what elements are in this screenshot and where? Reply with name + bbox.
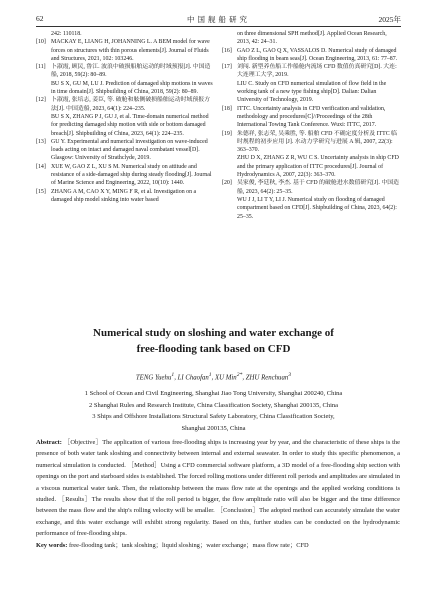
conclusion-label: ［Conclusion］ (216, 507, 260, 515)
reference-text: BU S X, ZHANG P J, GU J, et al. Time-domain numerical method for predicting damaged ship motion with side or bottom damaged breach[J]. Shipbuilding of China, 2023, 64(1): 224–235. (51, 113, 209, 137)
author-list: TENG Yuehu$^1$, LI Chaofan$^1$, XU Min$^{2*}$, ZHU Renchuan$^3$ (135, 372, 292, 382)
reference-text: ZHANG A M, CAO X Y, MING F R, et al. Investigation on a damaged ship model sinking into water based (51, 188, 197, 203)
author-affil: 3 (288, 372, 292, 378)
affiliations (30, 388, 397, 434)
affiliation-line: 1 School of Ocean and Civil Engineering, Shanghai Jiao Tong University, Shanghai 200240, China (84, 390, 343, 397)
objective-text: The application of various free-flooding ships is increasing year by year, and the characteristic of these ships is the presence of both water tank sloshing and connectivity between internal and external seawater. In order to study this specific phenomenon, a numerical simulation is conducted. (36, 439, 400, 469)
objective-label: ［Objective］ (63, 439, 103, 446)
keywords-text: free-flooding tank；tank sloshing；liquid sloshing；water exchange；mass flow rate；CFD (69, 541, 309, 549)
abstract (36, 437, 400, 551)
reference-number: [19] (222, 130, 232, 137)
author-name: XU Min (215, 374, 237, 382)
author-affil: 1 (171, 372, 175, 378)
reference-number: [12] (36, 97, 46, 104)
reference-entry (222, 130, 400, 155)
reference-entry (222, 30, 400, 47)
title-line: Numerical study on sloshing and water exchange of (93, 327, 334, 339)
reference-text: 242: 110118. (51, 31, 82, 37)
reference-text: LIU C. Study on CFD numerical simulation of flow field in the working tank of a new type fishing ship[D]. Dalian: Dalian University of Technology, 2019. (237, 80, 387, 104)
reference-text: MACKAY E, LIANG H, JOHANNING L. A BEM model for wave forces on structures with thin porous elements[J]. Journal of Fluids and Structures, 2021, 102: 103246. (51, 39, 210, 62)
reference-text: 卜淑霞, 顾民, 鲁江. 波浪中破损船舶运动的时域预报[J]. 中国造船, 2018, 59(2): 80–89. (51, 64, 211, 79)
reference-text: BU S X, GU M, LU J. Prediction of damaged ship motions in waves in time domain[J]. Shipbuilding of China, 2018, 59(2): 80–89. (51, 80, 213, 96)
reference-entry (222, 179, 400, 196)
reference-entry (36, 188, 214, 205)
reference-list-left (36, 30, 214, 204)
keywords-label: Key words: (36, 541, 68, 549)
results-text: The results show that if the roll period is bigger, the flow amplitude ratio will also be bigger and the time difference between the mass flow and the ship's rolling velocity will be smaller. (36, 496, 400, 515)
reference-text: WU J J, LI T Y, LI J. Numerical study on flooding of damaged compartment based on CFD[J]. Shipbuilding of China, 2023, 64(2): 25–35. (237, 196, 397, 220)
reference-number: [18] (222, 105, 232, 112)
reference-entry (222, 154, 400, 179)
paper-title (20, 325, 407, 357)
author-affil: 2* (236, 372, 243, 378)
reference-text: XUE W, GAO Z L, XU S M. Numerical study on attitude and resistance of a side-damaged ship during steady flooding[J]. Journal of Marine Science and Engineering, 2022, 10(10): 1440. (51, 163, 212, 187)
reference-text: on three dimensional SPH method[J]. Applied Ocean Research, 2013, 42: 24–31. (237, 31, 387, 46)
results-label: ［Results］ (58, 496, 92, 504)
reference-entry (36, 96, 214, 113)
method-text: Using a CFD commercial software platform, a 3D model of a free-flooding ship section with openings on the port and starboard sides is established. The forced rolling motions under different roll periods and amplitudes are simulated in a viscous numerical water tank. Then, the relationship between the mass flow rate at the openings and the applied working conditions is studied. (36, 461, 400, 504)
reference-number: [13] (36, 138, 46, 145)
reference-text: 卜淑霞, 张培志, 姜臣, 等. 破舱和舷侧破损船舶运动时域预报方法[J]. 中国造船, 2023, 64(1): 224–235. (51, 97, 211, 112)
author-name: TENG Yuehu (135, 374, 172, 382)
reference-number: [14] (36, 163, 46, 170)
title-line: free-flooding tank based on CFD (136, 343, 291, 355)
reference-number: [15] (36, 188, 46, 195)
header-rule (36, 26, 401, 27)
reference-number: [11] (36, 64, 46, 71)
reference-text: 朱德祥, 张志荣, 吴乘胜, 等. 船舶 CFD 不确定度分析及 ITTC 临时规程的初步应用 [J]. 水动力学研究与进展 A 辑, 2007, 22(3): 363–370. (237, 130, 398, 154)
reference-entry (222, 105, 400, 130)
reference-text: ZHU D X, ZHANG Z R, WU C S. Uncertainty analysis in ship CFD and the primary application of ITTC procedures[J]. Journal of Hydrodynamics A, 2007, 22(3): 363–370. (237, 155, 399, 179)
affiliation-line: 2 Shanghai Rules and Research Institute, China Classification Society, Shanghai 200135, China (88, 401, 339, 409)
conclusion-text: The adopted method can accurately simulate the water exchange, and this water exchange will exhibit strong regularity. Based on this, further studies can be conducted on the hydrodynamic performance of free-flooding ships. (36, 507, 400, 538)
reference-number: [20] (222, 180, 232, 187)
issue-year: 2025年 (378, 15, 401, 24)
reference-entry (222, 47, 400, 64)
reference-entry (36, 163, 214, 188)
reference-list-right (222, 30, 400, 221)
reference-entry (222, 196, 400, 221)
reference-text: ITTC. Uncertainty analysis in CFD verification and validation, methodology and procedures[C]//Proceedings of the 28th International Towing Tank Conference. Wuxi: ITTC, 2017. (237, 105, 386, 129)
reference-text: 吴家俊, 李廷秋, 李杰. 基于 CFD 的破舱进水数值研究[J]. 中国造船, 2023, 64(2): 25–35. (237, 180, 399, 195)
reference-text: GAO Z L, GAO Q X, VASSALOS D. Numerical study of damaged ship flooding in beam seas[J]. Ocean Engineering, 2013, 61: 77–87. (237, 47, 398, 62)
reference-number: [16] (222, 47, 232, 54)
journal-name: 中国舰船研究 (187, 15, 250, 24)
abstract-label: Abstract: (36, 439, 62, 446)
reference-entry (222, 63, 400, 80)
method-label: ［Method］ (127, 461, 161, 469)
reference-entry (36, 38, 214, 63)
reference-entry (36, 138, 214, 163)
author-affil: 1 (208, 372, 212, 378)
reference-entry (36, 113, 214, 138)
affiliation-line: 3 Ships and Offshore Installations Structural Safety Laboratory, China Classification Society, (92, 413, 335, 420)
reference-number: [17] (222, 64, 232, 71)
running-header (36, 14, 401, 26)
reference-entry (36, 63, 214, 80)
reference-number: [10] (36, 39, 46, 46)
reference-text: GU Y. Experimental and numerical investigation on wave-induced loads acting on intact and damaged naval combatant vessel[D]. Glasgow: University of Strathclyde, 2019. (51, 138, 208, 162)
reference-entry (222, 80, 400, 105)
author-name: ZHU Renchuan (245, 374, 289, 382)
reference-text: 刘闯. 新型养鱼船工作船舱内流场 CFD 数值仿真研究[D]. 大连: 大连理工大学, 2019. (237, 64, 397, 79)
author-name: LI Chaofan (177, 374, 209, 382)
page-number: 62 (36, 14, 44, 23)
reference-entry (36, 80, 214, 97)
affiliation-line: Shanghai 200135, China (181, 424, 246, 432)
reference-entry (36, 30, 214, 38)
